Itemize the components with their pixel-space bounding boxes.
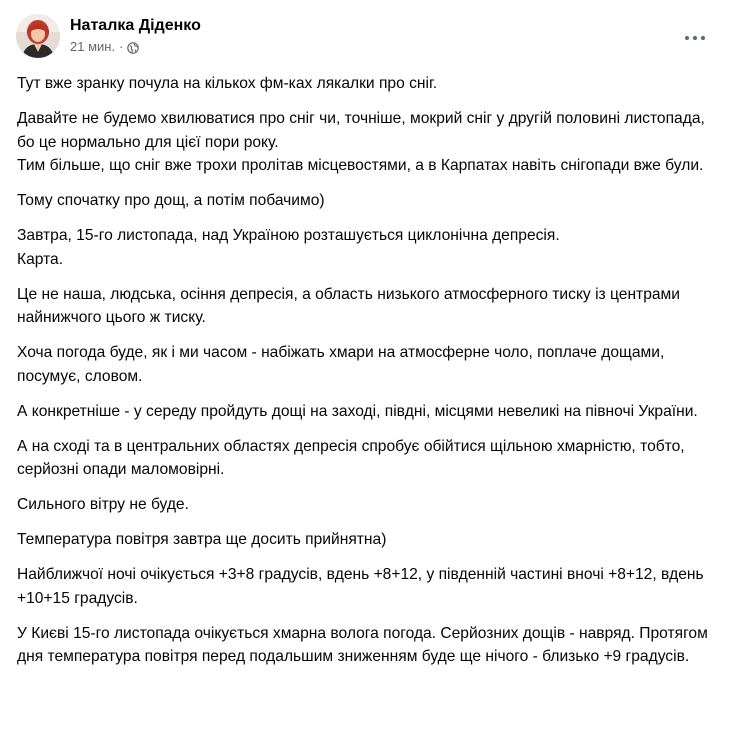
avatar-photo — [16, 14, 60, 58]
post-paragraph: Найближчої ночі очікується +3+8 градусів, вдень +8+12, у південній частині вночі +8+12, вдень +10+15 градусів. — [17, 566, 704, 607]
post-text — [17, 72, 717, 680]
post-paragraph: Завтра, 15-го листопада, над Україною розташується циклонічна депресія. Карта. — [17, 227, 560, 268]
more-dot — [693, 36, 697, 40]
author-name[interactable]: Наталка Діденко — [70, 17, 201, 34]
post-paragraph: У Києві 15-го листопада очікується хмарна волога погода. Серйозних дощів - навряд. Протягом дня температура повітря перед подальшим зниженням буде ще нічого - близько +9 градусів. — [17, 624, 708, 665]
post-paragraph: Тут вже зранку почула на кількох фм-ках лякалки про сніг. — [17, 75, 438, 92]
post-paragraph: А на сході та в центральних областях депресія спробує обійтися щільною хмарністю, тобто, серйозні опади маломовірні. — [17, 437, 685, 478]
globe-icon[interactable] — [127, 41, 139, 53]
post-paragraph: Тому спочатку про дощ, а потім побачимо) — [17, 192, 325, 209]
post-subline — [70, 38, 201, 56]
separator-dot: · — [119, 39, 124, 54]
post-paragraph: А конкретніше - у середу пройдуть дощі на заході, півдні, місцями невеликі на півночі України. — [17, 402, 698, 420]
post-paragraph: Хоча погода буде, як і ми часом - набіжать хмари на атмосферне чоло, поплаче дощами, посумує, словом. — [17, 344, 665, 385]
more-dot — [685, 36, 689, 40]
post-meta — [70, 16, 201, 56]
more-options-icon[interactable] — [677, 20, 713, 56]
post-paragraph: Сильного вітру не буде. — [17, 496, 189, 513]
post-timestamp[interactable]: 21 мин. — [70, 39, 116, 54]
avatar[interactable] — [16, 14, 60, 58]
more-dot — [701, 36, 705, 40]
post-paragraph: Давайте не будемо хвилюватися про сніг чи, точніше, мокрий сніг у другій половині листопада, бо це нормально для цієї пори року. Тим більше, що сніг вже трохи пролітав місцевостями, а в Карпатах навіть снігопади вже були. — [17, 110, 705, 174]
post-paragraph: Це не наша, людська, осіння депресія, а область низького атмосферного тиску із центрами найнижчого цього ж тиску. — [17, 285, 680, 326]
post-header — [16, 12, 201, 60]
post-paragraph: Температура повітря завтра ще досить прийнятна) — [17, 531, 387, 548]
